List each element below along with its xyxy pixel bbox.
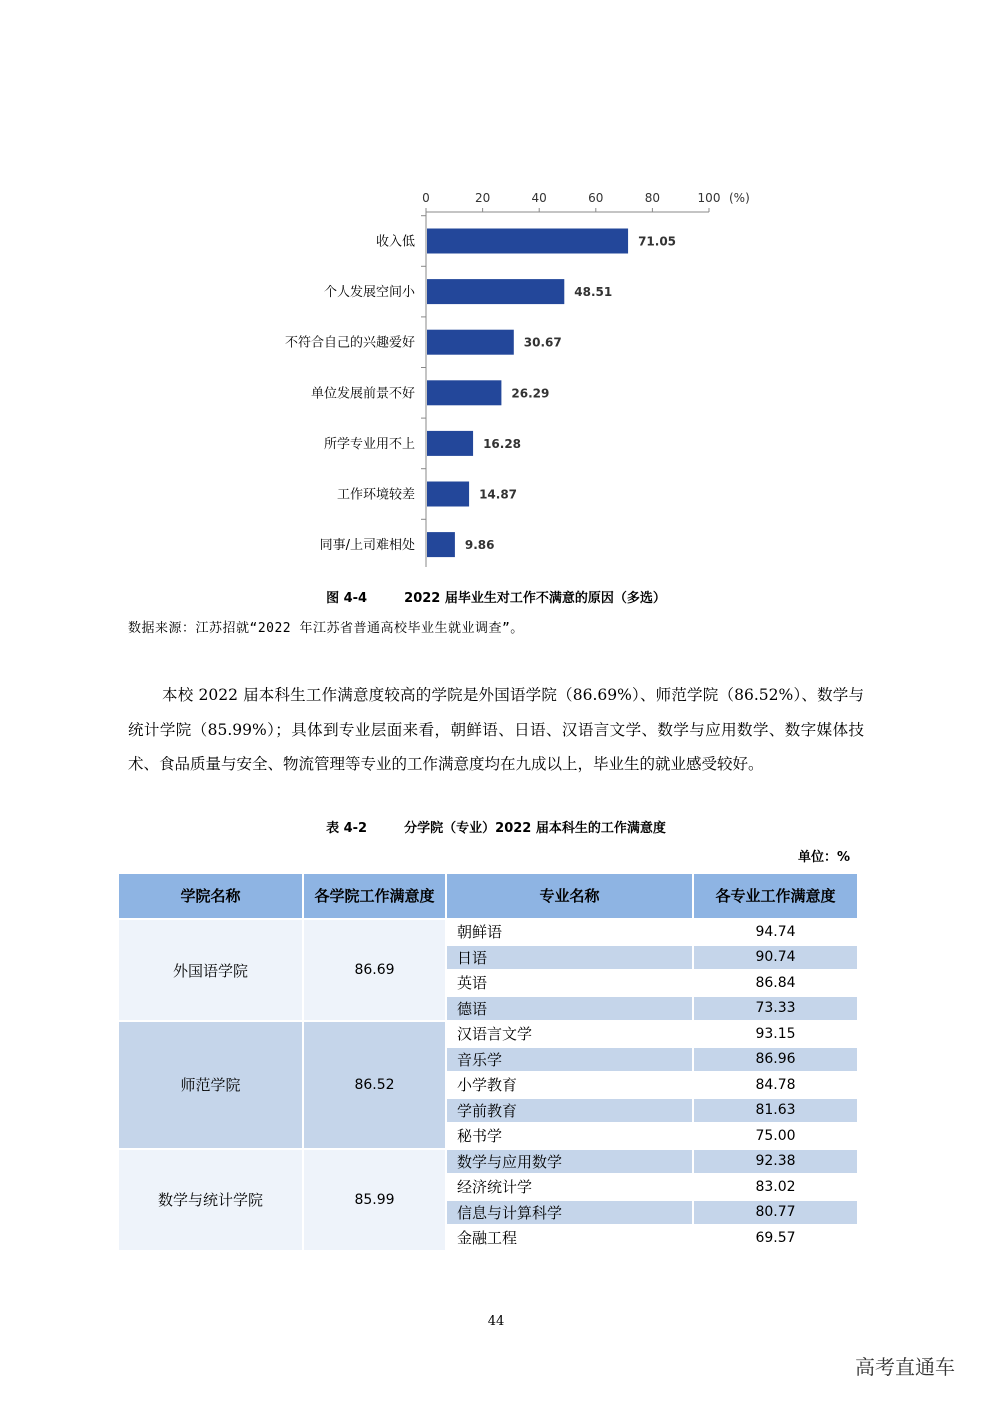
table-row <box>119 919 858 945</box>
page-number: 44 <box>487 1314 505 1329</box>
header-major: 专业名称 <box>446 874 693 919</box>
college-name: 外国语学院 <box>119 919 303 1021</box>
major-satisfaction: 86.96 <box>693 1047 858 1073</box>
data-label: 30.67 <box>523 335 562 350</box>
category-label: 收入低 <box>375 234 415 250</box>
major-name: 朝鲜语 <box>446 919 693 945</box>
x-tick-label: 20 <box>474 191 491 205</box>
category-label: 单位发展前景不好 <box>310 386 415 402</box>
x-tick-label: 0 <box>422 191 430 205</box>
category-label: 个人发展空间小 <box>323 285 415 301</box>
major-name: 德语 <box>446 996 693 1022</box>
data-label: 26.29 <box>511 386 550 401</box>
data-label: 14.87 <box>479 487 518 502</box>
college-satisfaction: 86.69 <box>303 919 446 1021</box>
major-name: 数学与应用数学 <box>446 1149 693 1175</box>
major-satisfaction: 92.38 <box>693 1149 858 1175</box>
data-label: 48.51 <box>574 285 613 300</box>
table-caption-text: 分学院（专业）2022 届本科生的工作满意度 <box>404 821 666 836</box>
x-tick-label: 80 <box>644 191 661 205</box>
major-satisfaction: 94.74 <box>693 919 858 945</box>
college-name: 数学与统计学院 <box>119 1149 303 1251</box>
table-row <box>119 1149 858 1175</box>
major-satisfaction: 83.02 <box>693 1174 858 1200</box>
header-college: 学院名称 <box>119 874 303 919</box>
bar-chart <box>0 0 992 580</box>
major-name: 学前教育 <box>446 1098 693 1124</box>
college-satisfaction: 85.99 <box>303 1149 446 1251</box>
major-name: 金融工程 <box>446 1225 693 1251</box>
figure-caption <box>0 587 992 606</box>
major-name: 小学教育 <box>446 1072 693 1098</box>
table-row <box>119 1021 858 1047</box>
major-name: 秘书学 <box>446 1123 693 1149</box>
category-label: 同事/上司难相处 <box>319 538 415 554</box>
category-label: 工作环境较差 <box>336 487 415 503</box>
major-satisfaction: 90.74 <box>693 945 858 971</box>
category-label: 所学专业用不上 <box>323 436 415 452</box>
data-label: 71.05 <box>638 234 677 249</box>
major-name: 音乐学 <box>446 1047 693 1073</box>
major-name: 经济统计学 <box>446 1174 693 1200</box>
major-satisfaction: 75.00 <box>693 1123 858 1149</box>
major-satisfaction: 84.78 <box>693 1072 858 1098</box>
major-satisfaction: 93.15 <box>693 1021 858 1047</box>
satisfaction-table <box>119 874 859 1252</box>
table-header-row <box>119 874 858 919</box>
major-name: 日语 <box>446 945 693 971</box>
major-satisfaction: 86.84 <box>693 970 858 996</box>
bar <box>427 229 628 254</box>
table-caption-number: 表 4-2 <box>326 821 368 836</box>
x-tick-label: 60 <box>588 191 604 205</box>
x-tick-label: 40 <box>531 191 547 205</box>
table-unit: 单位：% <box>797 850 850 865</box>
header-college-satisfaction: 各学院工作满意度 <box>303 874 446 919</box>
major-satisfaction: 81.63 <box>693 1098 858 1124</box>
college-satisfaction: 86.52 <box>303 1021 446 1149</box>
bar <box>427 330 514 355</box>
data-label: 16.28 <box>483 436 522 451</box>
figure-caption-text: 2022 届毕业生对工作不满意的原因（多选） <box>404 591 666 606</box>
bar <box>427 482 469 507</box>
major-satisfaction: 73.33 <box>693 996 858 1022</box>
major-satisfaction: 69.57 <box>693 1225 858 1251</box>
major-satisfaction: 80.77 <box>693 1200 858 1226</box>
header-major-satisfaction: 各专业工作满意度 <box>693 874 858 919</box>
bar <box>427 532 455 557</box>
college-name: 师范学院 <box>119 1021 303 1149</box>
x-tick-label: 100 <box>697 191 721 205</box>
watermark: 高考直通车 <box>855 1355 955 1379</box>
x-unit-label: (%) <box>729 191 750 205</box>
bar <box>427 380 501 405</box>
body-paragraph: 本校 2022 届本科生工作满意度较高的学院是外国语学院（86.69%）、师范学院（86.52%）、数学与统计学院（85.99%）；具体到专业层面来看，朝鲜语、日语、汉语言文学、数学与应用数学、数字媒体技术、食品质量与安全、物流管理等专业的工作满意度均在九成以上，毕业生的就业感受较好。 <box>128 686 864 773</box>
bar <box>427 279 564 304</box>
table-caption <box>0 817 992 836</box>
major-name: 信息与计算科学 <box>446 1200 693 1226</box>
data-label: 9.86 <box>464 538 495 553</box>
data-source: 数据来源：江苏招就“2022 年江苏省普通高校毕业生就业调查”。 <box>128 621 524 636</box>
bar <box>427 431 473 456</box>
major-name: 汉语言文学 <box>446 1021 693 1047</box>
major-name: 英语 <box>446 970 693 996</box>
figure-caption-number: 图 4-4 <box>326 591 368 606</box>
category-label: 不符合自己的兴趣爱好 <box>284 335 415 351</box>
